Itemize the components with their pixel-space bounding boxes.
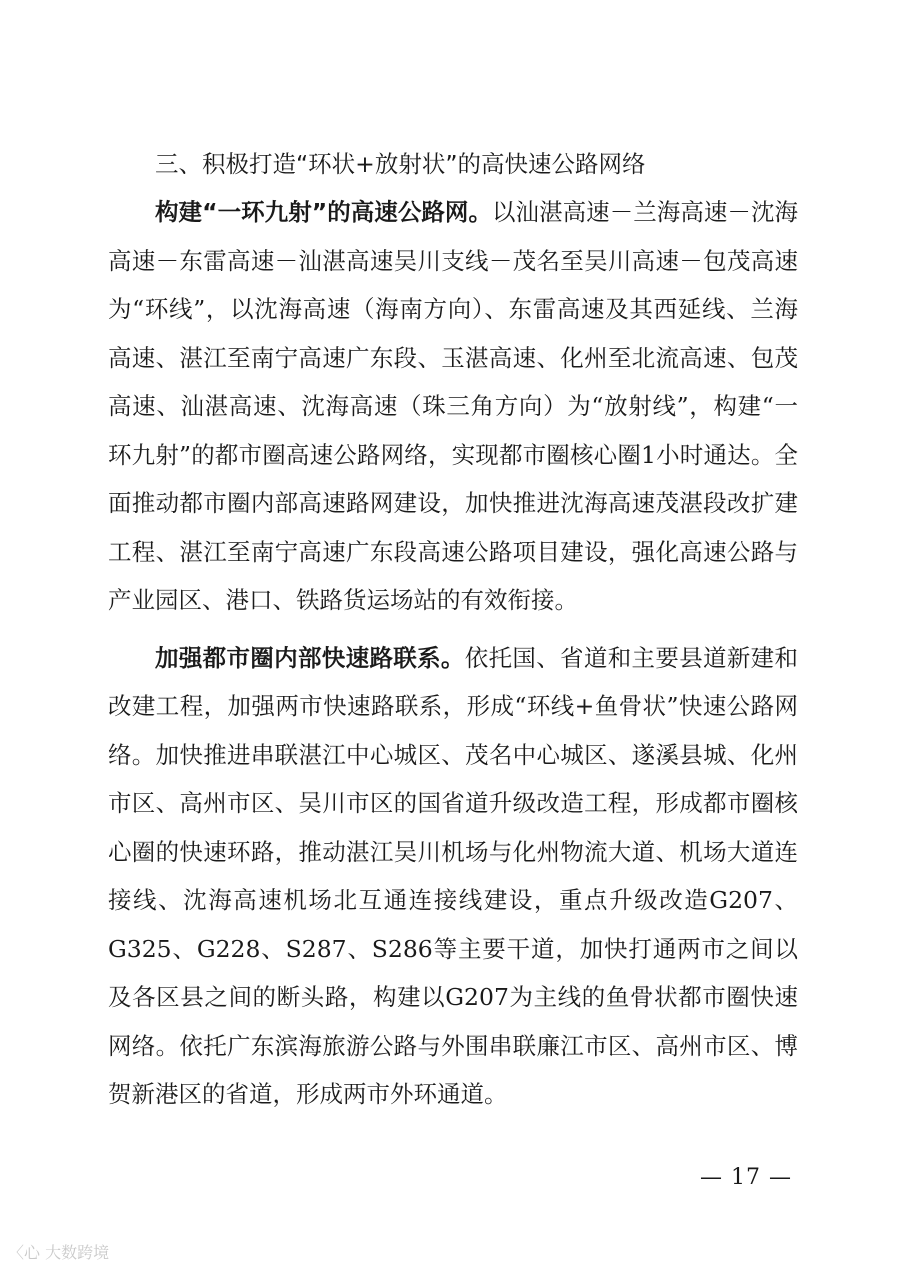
document-page [108,140,798,1119]
paragraph-body: 以汕湛高速－兰海高速－沈海高速－东雷高速－汕湛高速吴川支线－茂名至吴川高速－包茂高速为“环线”，以沈海高速（海南方向）、东雷高速及其西延线、兰海高速、湛江至南宁高速广东段、玉湛高速、化州至北流高速、包茂高速、汕湛高速、沈海高速（珠三角方向）为“放射线”，构建“一环九射”的都市圈高速公路网络，实现都市圈核心圈1小时通达。全面推动都市圈内部高速路网建设，加快推进沈海高速茂湛段改扩建工程、湛江至南宁高速广东段高速公路项目建设，强化高速公路与产业园区、港口、铁路货运场站的有效衔接。 [108,198,799,614]
paragraph-lead: 构建“一环九射”的高速公路网。 [155,198,493,226]
paragraph-lead: 加强都市圈内部快速路联系。 [155,643,465,672]
watermark-logo: 〈心 大数跨境 [8,1243,110,1262]
paragraph-body: 依托国、省道和主要县道新建和改建工程，加强两市快速路联系，形成“环线+鱼骨状”快速公路网络。加快推进串联湛江中心城区、茂名中心城区、遂溪县城、化州市区、高州市区、吴川市区的国省道升级改造工程，形成都市圈核心圈的快速环路，推动湛江吴川机场与化州物流大道、机场大道连接线、沈海高速机场北互通连接线建设，重点升级改造G207、G325、G228、S287、S286等主要干道，加快打通两市之间以及各区县之间的断头路，构建以G207为主线的鱼骨状都市圈快速网络。依托广东滨海旅游公路与外围串联廉江市区、高州市区、博贺新港区的省道，形成两市外环通道。 [108,643,798,1108]
section-title: 三、积极打造“环状+放射状”的高快速公路网络 [155,150,646,178]
paragraph-expressway-links [108,634,798,1119]
paragraph-highway-network [108,188,798,625]
page-number: — 17 — [700,1165,792,1190]
